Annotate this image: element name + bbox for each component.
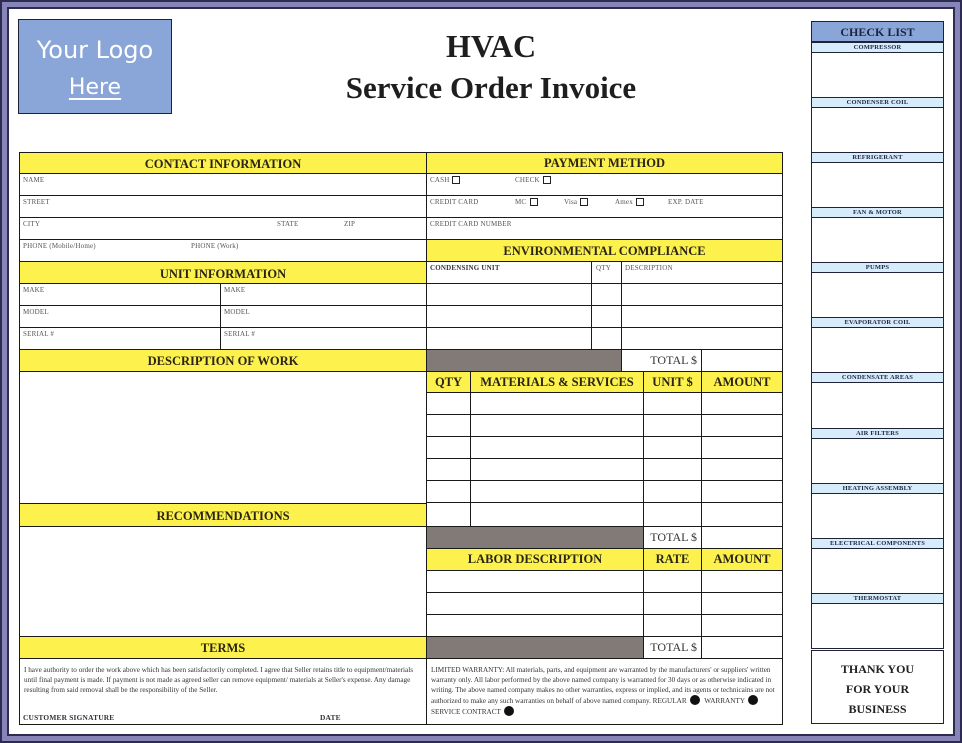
materials-row-2-item[interactable] [470,414,644,437]
logo-line1: Your Logo [36,36,154,64]
labor-total-shaded [426,636,644,659]
env-description-col-header [621,261,783,284]
labor-row-1-desc[interactable] [426,570,644,593]
materials-row-1-qty[interactable] [426,392,471,415]
env-row-2-unit[interactable] [426,305,592,328]
payment-method-header: PAYMENT METHOD [426,152,783,174]
unit-info-header: UNIT INFORMATION [19,261,427,284]
labor-row-1-rate[interactable] [643,570,702,593]
checklist-item-compressor: COMPRESSOR [811,42,944,53]
env-row-3-unit[interactable] [426,327,592,350]
city-label: CITY [23,220,41,228]
contact-info-header: CONTACT INFORMATION [19,152,427,174]
description-of-work-textarea[interactable] [19,371,427,504]
phone-home-label: PHONE (Mobile/Home) [23,242,96,250]
check-checkbox[interactable] [543,176,551,184]
checklist-item-electrical-components: ELECTRICAL COMPONENTS [811,538,944,549]
labor-row-3-desc[interactable] [426,614,644,637]
payment-credit-card-row [426,195,783,218]
cash-label: CASH [430,176,450,184]
materials-row-3-unit[interactable] [643,436,702,459]
env-row-3-qty[interactable] [591,327,622,350]
materials-row-4-amount[interactable] [701,458,783,481]
materials-row-4-qty[interactable] [426,458,471,481]
materials-total-label-cell [643,526,702,549]
environmental-compliance-header: ENVIRONMENTAL COMPLIANCE [426,239,783,262]
checklist-item-air-filters: AIR FILTERS [811,428,944,439]
env-row-2-desc[interactable] [621,305,783,328]
env-total-label: TOTAL $ [650,353,697,367]
env-row-3-desc[interactable] [621,327,783,350]
checklist-box-fan-motor[interactable] [811,218,944,263]
terms-header: TERMS [19,636,427,659]
checklist-box-heating-assembly[interactable] [811,494,944,539]
materials-total-value[interactable] [701,526,783,549]
regular-radio-icon[interactable] [690,695,700,705]
materials-row-2-amount[interactable] [701,414,783,437]
env-total-shaded [426,349,622,372]
checklist-box-electrical-components[interactable] [811,549,944,594]
env-row-1-qty[interactable] [591,283,622,306]
checklist-item-condensate-areas: CONDENSATE AREAS [811,372,944,383]
payment-cash-check-row [426,173,783,196]
thank-you-message [811,650,944,724]
credit-card-label: CREDIT CARD [430,198,479,206]
materials-row-5-unit[interactable] [643,480,702,503]
labor-rate-header: RATE [643,548,702,571]
document-title: HVAC [445,28,537,64]
warranty-text [431,665,781,717]
model-label: MODEL [23,308,49,316]
service-contract-radio-icon[interactable] [504,706,514,716]
recommendations-header: RECOMMENDATIONS [19,503,427,527]
warranty-paragraph: LIMITED WARRANTY: All materials, parts, and equipment are warranted by the manufacturers' or suppliers' written warranty only. All labor performed by the above named company is warranted for 30 days or as otherwise indicated in writing. The above named company makes no other warranties, express or implied, and its agents or technicains are not authorized to make any such warranties on behalf of above named company. [431,666,775,705]
env-row-2-qty[interactable] [591,305,622,328]
materials-row-3-qty[interactable] [426,436,471,459]
materials-row-6-unit[interactable] [643,502,702,527]
env-total-value[interactable] [701,349,783,372]
labor-row-2-amount[interactable] [701,592,783,615]
customer-signature-label: CUSTOMER SIGNATURE [23,713,115,722]
warranty-service-contract-label: SERVICE CONTRACT [431,708,501,716]
mc-checkbox[interactable] [530,198,538,206]
credit-card-number-label: CREDIT CARD NUMBER [430,220,512,228]
checklist-item-evaporator-coil: EVAPORATOR COIL [811,317,944,328]
recommendations-textarea[interactable] [19,526,427,637]
checklist-box-evaporator-coil[interactable] [811,328,944,373]
make-label: MAKE [224,286,246,294]
materials-row-5-amount[interactable] [701,480,783,503]
materials-row-1-amount[interactable] [701,392,783,415]
amex-label: Amex [615,198,633,206]
checklist-box-air-filters[interactable] [811,439,944,484]
thanks-line-1: THANK YOU [840,662,915,676]
labor-amount-header: AMOUNT [701,548,783,571]
credit-card-number-field[interactable] [426,217,783,240]
condensing-unit-col-header [426,261,592,284]
materials-row-4-unit[interactable] [643,458,702,481]
thanks-line-2: FOR YOUR [845,682,910,696]
checklist-item-fan-motor: FAN & MOTOR [811,207,944,218]
condensing-unit-label: CONDENSING UNIT [430,264,500,272]
materials-row-1-unit[interactable] [643,392,702,415]
description-of-work-header: DESCRIPTION OF WORK [19,349,427,372]
checklist-box-pumps[interactable] [811,273,944,318]
labor-total-value[interactable] [701,636,783,659]
logo-placeholder [18,19,172,114]
make-label: MAKE [23,286,45,294]
warranty-warranty-label: WARRANTY [704,697,746,705]
checklist-box-condenser-coil[interactable] [811,108,944,153]
warranty-regular-label: REGULAR [652,697,687,705]
terms-box [19,658,427,725]
name-label: NAME [23,176,45,184]
serial-field-2[interactable] [220,327,427,350]
serial-field-1[interactable] [19,327,221,350]
materials-unit-price-header: UNIT $ [643,371,702,393]
terms-text: I have authority to order the work above which has been satisfactorily completed. I agree that Seller retains title to equipment/materials until final payment is made. If payment is not made as agreed seller can remove equipment/ materials at Seller's expense. Any damage resulting from said removal shall be the responsibility of the Seller. [24,666,413,694]
exp-date-label: EXP. DATE [668,198,704,206]
serial-label: SERIAL # [23,330,55,338]
labor-description-header: LABOR DESCRIPTION [426,548,644,571]
serial-label: SERIAL # [224,330,256,338]
warranty-radio-icon[interactable] [748,695,758,705]
materials-row-4-item[interactable] [470,458,644,481]
labor-total-label-cell [643,636,702,659]
checklist-box-compressor[interactable] [811,53,944,98]
zip-label: ZIP [344,220,356,228]
model-field-2[interactable] [220,305,427,328]
model-label: MODEL [224,308,250,316]
checklist-title: CHECK LIST [811,21,944,42]
materials-row-6-amount[interactable] [701,502,783,527]
materials-total-shaded [426,526,644,549]
materials-row-5-qty[interactable] [426,480,471,503]
env-qty-label: QTY [596,264,611,272]
model-field-1[interactable] [19,305,221,328]
materials-row-2-unit[interactable] [643,414,702,437]
materials-row-3-amount[interactable] [701,436,783,459]
materials-row-6-item[interactable] [470,502,644,527]
materials-total-label: TOTAL $ [650,530,697,544]
checklist-box-thermostat[interactable] [811,604,944,649]
env-row-1-desc[interactable] [621,283,783,306]
labor-total-label: TOTAL $ [650,640,697,654]
labor-row-3-rate[interactable] [643,614,702,637]
materials-row-5-item[interactable] [470,480,644,503]
city-state-zip-field[interactable] [19,217,427,240]
labor-row-2-rate[interactable] [643,592,702,615]
materials-row-2-qty[interactable] [426,414,471,437]
materials-amount-header: AMOUNT [701,371,783,393]
materials-row-6-qty[interactable] [426,502,471,527]
checklist-item-heating-assembly: HEATING ASSEMBLY [811,483,944,494]
env-qty-col-header [591,261,622,284]
materials-row-3-item[interactable] [470,436,644,459]
materials-qty-header: QTY [426,371,471,393]
check-label: CHECK [515,176,540,184]
checklist-item-pumps: PUMPS [811,262,944,273]
cash-checkbox[interactable] [452,176,460,184]
warranty-box [426,658,783,725]
state-label: STATE [277,220,299,228]
env-description-label: DESCRIPTION [625,264,673,272]
document-subtitle: Service Order Invoice [345,70,637,105]
checklist-box-condensate-areas[interactable] [811,383,944,429]
env-total-label-cell [621,349,702,372]
phone-field[interactable] [19,239,427,262]
labor-row-3-amount[interactable] [701,614,783,637]
labor-row-2-desc[interactable] [426,592,644,615]
thanks-line-3: BUSINESS [848,702,907,716]
materials-services-header: MATERIALS & SERVICES [470,371,644,393]
labor-row-1-amount[interactable] [701,570,783,593]
checklist-item-condenser-coil: CONDENSER COIL [811,97,944,108]
make-field-1[interactable] [19,283,221,306]
name-field[interactable] [19,173,427,196]
date-label: DATE [320,713,341,722]
phone-work-label: PHONE (Work) [191,242,239,250]
visa-label: Visa [564,198,578,206]
checklist-box-refrigerant[interactable] [811,163,944,208]
amex-checkbox[interactable] [636,198,644,206]
checklist-item-thermostat: THERMOSTAT [811,593,944,604]
materials-row-1-item[interactable] [470,392,644,415]
env-row-1-unit[interactable] [426,283,592,306]
street-label: STREET [23,198,50,206]
logo-line2: Here [68,75,122,100]
visa-checkbox[interactable] [580,198,588,206]
checklist-item-refrigerant: REFRIGERANT [811,152,944,163]
make-field-2[interactable] [220,283,427,306]
street-field[interactable] [19,195,427,218]
mc-label: MC [515,198,527,206]
